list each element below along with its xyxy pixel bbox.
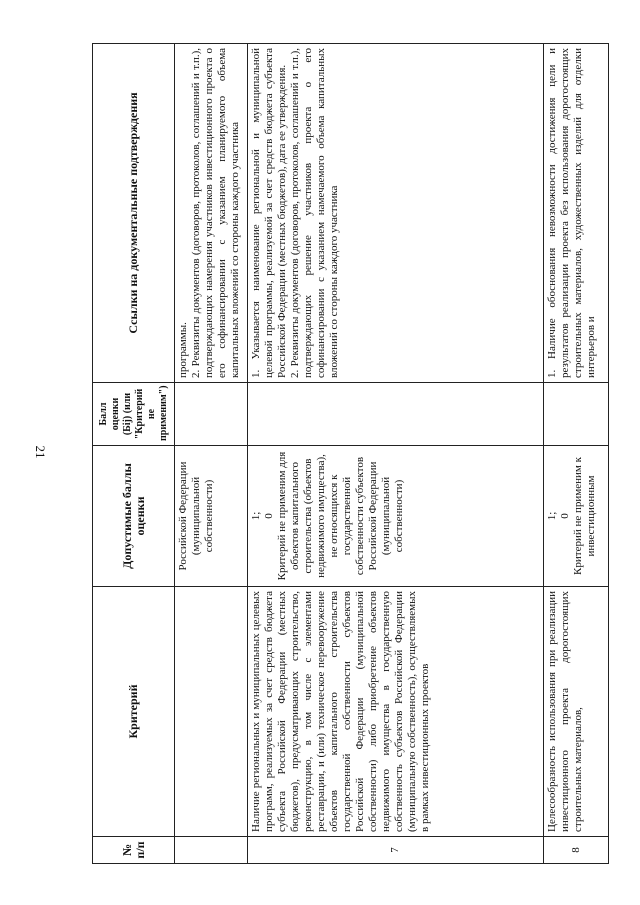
cont-docs-cell xyxy=(175,44,248,383)
row7-allowed xyxy=(248,446,544,587)
row8-allowed xyxy=(544,446,609,587)
row7-docs-line-2: 2. Реквизиты документов (договоров, протоколов, соглашений и т.п.), подтверждающих решение участников проекта о его софинансировании с указанием намечаемого объема капитальных вложений со стороны каждого участника xyxy=(289,48,340,378)
row8-allowed-1: 1; xyxy=(546,511,558,521)
cont-num-cell xyxy=(175,837,248,864)
table-row-continued xyxy=(175,44,248,864)
row8-allowed-0: 0 xyxy=(559,513,571,519)
cont-docs-line-1: программы. xyxy=(177,322,189,378)
cont-score-cell xyxy=(175,383,248,446)
table-row-7 xyxy=(248,44,544,864)
row8-criterion: Целесообразность использования при реализации инвестиционного проекта дорогостоящих строительных материалов, xyxy=(544,587,609,837)
row7-allowed-0: 0 xyxy=(263,513,275,519)
row7-num: 7 xyxy=(248,837,544,864)
row7-score xyxy=(248,383,544,446)
cont-docs-line-2: 2. Реквизиты документов (договоров, протоколов, соглашений и т.п.), подтверждающих намерения участников инвестиционного проекта о его софинансировании с указанием планируемого объема капитальных вложений со стороны каждого участника xyxy=(190,48,241,378)
rotated-table-container xyxy=(92,44,608,864)
row7-allowed-1: 1; xyxy=(250,511,262,521)
row7-criterion: Наличие региональных и муниципальных целевых программ, реализуемых за счет средств бюджета субъекта Российской Федерации (местных бюджетов), предусматривающих строительство, реконструкцию, в том числе с элементами реставрации, и (или) техническое перевооружение объектов капитального строительства государственной собственности субъектов Российской Федерации (муниципальной собственности) либо приобретение объектов недвижимого имущества в государственную собственность субъектов Российской Федерации (муниципальную собственность), осуществляемых в рамках инвестиционных проектов xyxy=(248,587,544,837)
header-num: № п/п xyxy=(93,837,175,864)
header-docs: Ссылки на документальные подтверждения xyxy=(93,44,175,383)
row8-allowed-na: Критерий не применим к инвестиционным xyxy=(572,457,597,575)
row8-num: 8 xyxy=(544,837,609,864)
row7-allowed-na: Критерий не применим для объектов капитального строительства (объектов недвижимого имущества), не относящихся к государственной собственности субъектов Российской Федерации (муниципальной собственности) xyxy=(276,451,405,581)
row8-docs: 1. Наличие обоснования невозможности достижения цели и результатов реализации проекта без использования дорогостоящих строительных материалов, художественных изделий для отделки интерьеров и xyxy=(544,44,609,383)
row7-docs xyxy=(248,44,544,383)
cont-allowed-cell: Российской Федерации (муниципальной собственности) xyxy=(175,446,248,587)
header-allowed-scores: Допустимые баллы оценки xyxy=(93,446,175,587)
cont-criterion-cell xyxy=(175,587,248,837)
header-row xyxy=(93,44,175,864)
table-row-8 xyxy=(544,44,609,864)
row8-score xyxy=(544,383,609,446)
header-score: Балл оценки (Бij) (или "Критерий не применим") xyxy=(93,383,175,446)
criteria-table xyxy=(92,43,609,864)
page-number: 21 xyxy=(33,445,48,459)
row7-docs-line-1: 1. Указывается наименование региональной и муниципальной целевой программы, реализуемой за счет средств бюджета субъекта Российской Федерации (местных бюджетов), дата ее утверждения. xyxy=(250,48,288,378)
header-criterion: Критерий xyxy=(93,587,175,837)
